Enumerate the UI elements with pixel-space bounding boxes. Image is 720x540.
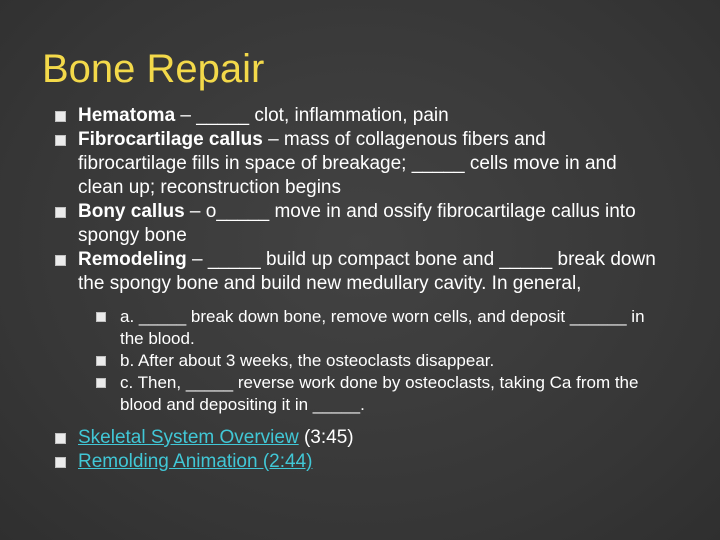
square-bullet-icon xyxy=(55,255,66,266)
skeletal-system-overview-link[interactable]: Skeletal System Overview xyxy=(78,427,299,448)
bullet-remodeling xyxy=(56,248,656,296)
bullet-link-overview xyxy=(56,426,656,450)
sub-bullet-text: b. After about 3 weeks, the osteoclasts disappear. xyxy=(120,351,495,370)
sub-bullet-text: c. Then, _____ reverse work done by osteoclasts, taking Ca from the blood and depositing it in _____. xyxy=(120,373,639,414)
bullet-text: – mass of collagenous fibers and fibrocartilage fills in space of breakage; _____ cells move in and clean up; reconstruction begins xyxy=(78,129,617,198)
square-bullet-icon xyxy=(55,207,66,218)
bullet-term: Remodeling xyxy=(78,249,187,270)
slide-title: Bone Repair xyxy=(42,47,265,91)
square-bullet-icon xyxy=(55,433,66,444)
square-bullet-icon xyxy=(55,135,66,146)
slide-content xyxy=(56,104,656,474)
bullet-term: Fibrocartilage callus xyxy=(78,129,263,150)
square-bullet-icon xyxy=(96,378,106,388)
sub-bullet-c xyxy=(96,372,656,416)
bullet-term: Hematoma xyxy=(78,105,176,126)
remolding-animation-link[interactable]: Remolding Animation (2:44) xyxy=(78,451,313,472)
square-bullet-icon xyxy=(96,356,106,366)
bullet-text: – _____ clot, inflammation, pain xyxy=(175,105,449,126)
bullet-hematoma xyxy=(56,104,656,128)
bullet-term: Bony callus xyxy=(78,201,185,222)
bullet-link-animation xyxy=(56,450,656,474)
bullet-fibrocartilage-callus xyxy=(56,128,656,200)
bullet-text: – o_____ move in and ossify fibrocartilage callus into spongy bone xyxy=(78,201,636,246)
sub-bullet-b xyxy=(96,350,656,372)
bullet-bony-callus xyxy=(56,200,656,248)
link-duration: (3:45) xyxy=(298,427,354,448)
sub-bullet-a xyxy=(96,306,656,350)
sub-bullet-text: a. _____ break down bone, remove worn cells, and deposit ______ in the blood. xyxy=(120,307,645,348)
square-bullet-icon xyxy=(55,457,66,468)
bullet-text: – _____ build up compact bone and _____ break down the spongy bone and build new medullary cavity. In general, xyxy=(78,249,656,294)
square-bullet-icon xyxy=(55,111,66,122)
square-bullet-icon xyxy=(96,312,106,322)
